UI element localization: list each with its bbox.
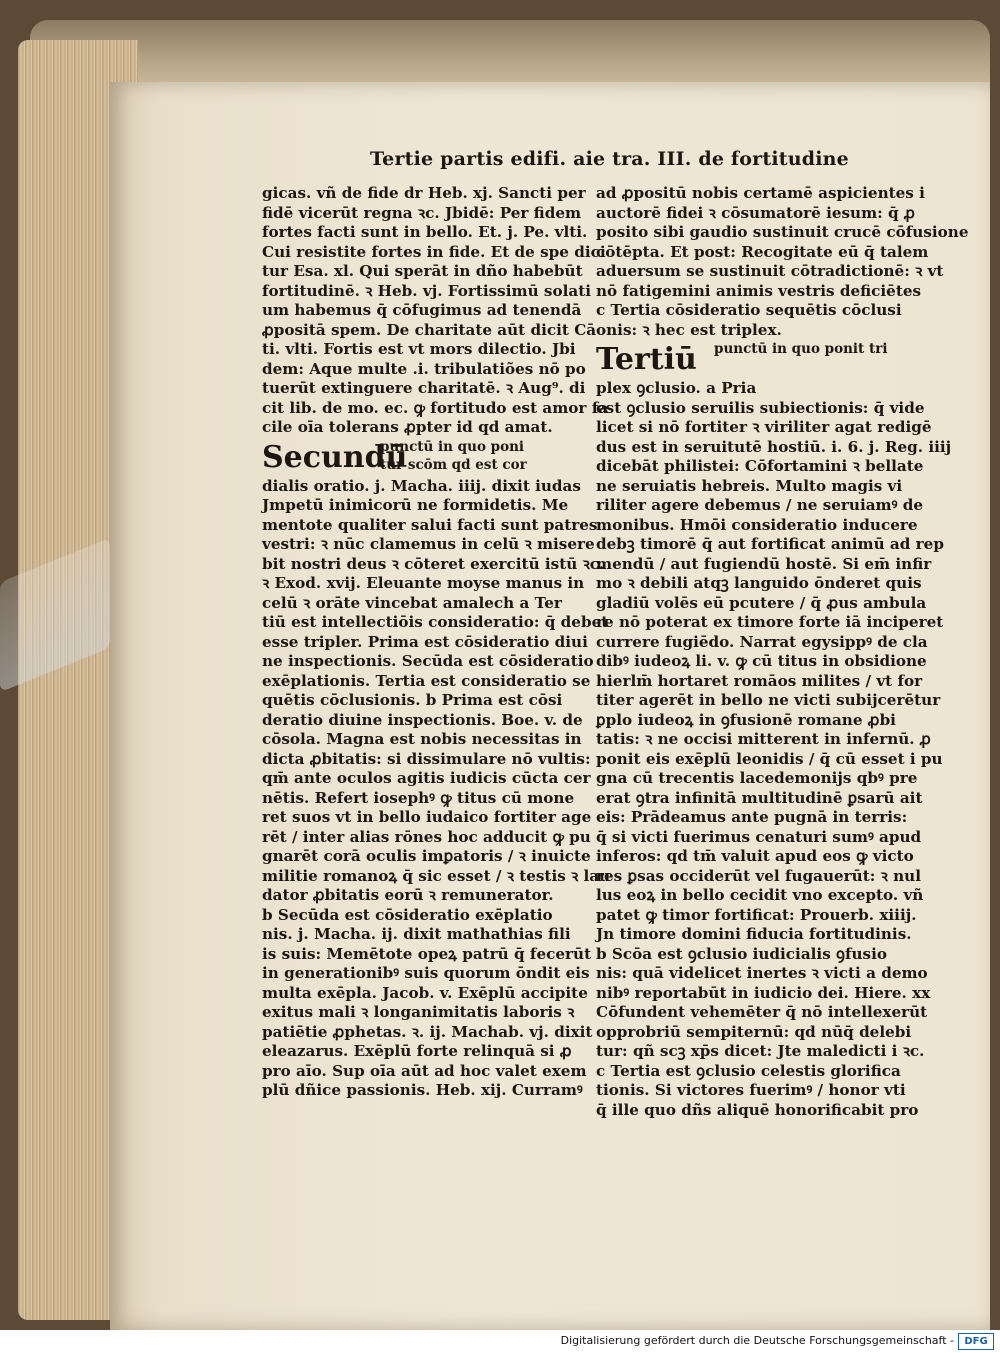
text-line: um habemus q̄ cōfugimus ad tenendā xyxy=(262,301,582,319)
text-line: auctorē fidei ꝛ cōsumatorē iesum: q̄ ꝓ xyxy=(596,203,915,222)
text-line: currere fugiēdo. Narrat egysippꝰ de cla xyxy=(596,632,928,651)
text-line: Jmpetū inimicorū ne formidetis. Me xyxy=(262,496,569,514)
text-line: rēt / inter alias rōnes hoc adducit ꝙ pu xyxy=(262,827,591,846)
text-line: res ꝑsas occiderūt vel fugauerūt: ꝛ nul xyxy=(596,866,921,885)
text-line: dibꝰ iudeoꝝ li. v. ꝙ cū titus in obsidione xyxy=(596,652,927,670)
text-line: mo ꝛ debili atqꝫ languido ōnderet quis xyxy=(596,574,922,592)
text-line: gladiū volēs eū pcutere / q̄ ꝓus ambula xyxy=(596,593,927,612)
text-line: est ꝯclusio seruilis subiectionis: q̄ vide xyxy=(596,398,925,417)
text-line: ne inspectionis. Secūda est cōsideratio xyxy=(262,652,594,670)
text-line: opprobriū sempiternū: qd nūq̄ delebi xyxy=(596,1022,912,1041)
suffix-line: tur scōm qd est cor xyxy=(380,456,527,473)
text-line: qm̄ ante oculos agitis iudicis cūcta cer xyxy=(262,769,591,787)
text-line: lus eoꝝ in bello cecidit vno excepto. vñ xyxy=(596,886,924,904)
text-line: Cui resistite fortes in fide. Et de spe dici xyxy=(262,242,606,261)
text-line: plū dñice passionis. Heb. xij. Curramꝰ xyxy=(262,1081,583,1099)
text-line: vestri: ꝛ nūc clamemus in celū ꝛ misere xyxy=(262,535,595,553)
text-line: erat ꝯtra infinitā multitudinē ꝑsarū ait xyxy=(596,788,923,807)
text-line: inferos: qd tm̄ valuit apud eos ꝙ victo xyxy=(596,847,914,865)
initial-suffix xyxy=(380,438,527,474)
text-line: dator ꝓbitatis eorū ꝛ remunerator. xyxy=(262,886,554,904)
text-line: ne seruiatis hebreis. Multo magis vi xyxy=(596,476,903,495)
text-line: cōsola. Magna est nobis necessitas in xyxy=(262,730,582,748)
text-line: nis. j. Macha. ij. dixit mathathias fili xyxy=(262,925,571,943)
text-line: cit lib. de mo. ec. ꝙ fortitudo est amor fa xyxy=(262,398,609,417)
text-line: titer agerēt in bello ne victi subijcerētur xyxy=(596,691,941,709)
text-line: b Scōa est ꝯclusio iudicialis ꝯfusio xyxy=(596,944,887,963)
text-line: is suis: Memētote opeꝝ patrū q̄ fecerūt xyxy=(262,944,592,963)
text-line: tuerūt extinguere charitatē. ꝛ Aug⁹. di xyxy=(262,379,586,397)
text-line: gicas. vñ de fide dr Heb. xj. Sancti per xyxy=(262,184,586,202)
text-line: multa exēpla. Jacob. v. Exēplū accipite xyxy=(262,983,588,1002)
text-line: tiū est intellectiōis consideratio: q̄ debet xyxy=(262,613,609,631)
footer-bar xyxy=(0,1330,1000,1353)
text-line: nibꝰ reportabūt in iudicio dei. Hiere. xx xyxy=(596,983,931,1002)
text-line: militie romanoꝝ q̄ sic esset / ꝛ testis ꝛ lau xyxy=(262,866,611,885)
text-line: ꝛ Exod. xvij. Eleuante moyse manus in xyxy=(262,574,585,592)
text-line: pro aīo. Sup oīa aūt ad hoc valet exem xyxy=(262,1061,587,1080)
text-line: monibus. Hmōi consideratio inducere xyxy=(596,515,918,534)
initial-suffix xyxy=(714,340,887,358)
text-line: patet ꝙ timor fortificat: Prouerb. xiiij. xyxy=(596,905,917,924)
text-line: riliter agere debemus / ne seruiamꝰ de xyxy=(596,496,924,514)
text-line: dialis oratio. j. Macha. iiij. dixit iudas xyxy=(262,476,581,495)
text-line: eis: Prādeamus ante pugnā in terris: xyxy=(596,808,908,826)
text-line: mentote qualiter salui facti sunt patres xyxy=(262,515,598,534)
text-line: tur: qñ scꝫ xp̄s dicet: Jte maledicti i ꝛc. xyxy=(596,1042,925,1060)
text-line: tionis. Si victores fuerimꝰ / honor vti xyxy=(596,1081,906,1099)
suffix-line: punctū in quo poni xyxy=(380,438,525,455)
text-line: eleazarus. Exēplū forte relinquā si ꝓ xyxy=(262,1042,572,1060)
text-line: re nō poterat ex timore forte iā inciperet xyxy=(596,613,944,631)
text-line: posito sibi gaudio sustinuit crucē cōfusione xyxy=(596,223,969,241)
book-top-edge xyxy=(30,20,990,90)
suffix-line: punctū in quo ponit tri xyxy=(714,341,888,357)
text-line: dicta ꝓbitatis: si dissimulare nō vultis: xyxy=(262,749,591,768)
text-line: q̄ si victi fuerimus cenaturi sumꝰ apud xyxy=(596,827,922,846)
text-line: Cōfundent vehemēter q̄ nō intellexerūt xyxy=(596,1003,928,1021)
text-line: ꝓpositā spem. De charitate aūt dicit Cā xyxy=(262,320,597,339)
text-line: esse tripler. Prima est cōsideratio diui xyxy=(262,632,588,651)
text-line: c Tertia cōsideratio sequētis cōclusi xyxy=(596,301,902,319)
text-line: nō fatigemini animis vestris deficiētes xyxy=(596,281,922,300)
dfg-logo: DFG xyxy=(958,1333,994,1350)
text-line: fortes facti sunt in bello. Et. j. Pe. vlti. xyxy=(262,223,588,241)
text-line: exēplationis. Tertia est consideratio se xyxy=(262,671,591,690)
text-line: bit nostri deus ꝛ cōteret exercitū istū ꝛc. xyxy=(262,554,605,573)
text-line: q̄ ille quo dñs aliquē honorificabit pro xyxy=(596,1100,919,1119)
text-line: hierlm̄ hortaret romāos milites / vt for xyxy=(596,671,923,690)
text-line: aduersum se sustinuit cōtradictionē: ꝛ vt xyxy=(596,262,944,280)
text-line: gnarēt corā oculis imꝑatoris / ꝛ inuicte xyxy=(262,847,591,865)
text-line xyxy=(262,438,592,477)
text-line: cile oīa tolerans ꝓpter id qd amat. xyxy=(262,418,553,436)
text-line: celū ꝛ orāte vincebat amalech a Ter xyxy=(262,593,562,612)
text-line: debꝫ timorē q̄ aut fortificat animū ad rep xyxy=(596,535,944,553)
text-line: b Secūda est cōsideratio exēplatio xyxy=(262,905,553,924)
text-line: cōtēpta. Et post: Recogitate eū q̄ talem xyxy=(596,242,929,261)
text-line: ret suos vt in bello iudaico fortiter age xyxy=(262,808,592,826)
text-line: licet si nō fortiter ꝛ viriliter agat redigē xyxy=(596,418,932,436)
text-line: patiētie ꝓphetas. ꝛ. ij. Machab. vj. dixit xyxy=(262,1022,593,1041)
text-line: ꝑplo iudeoꝝ in ꝯfusionē romane ꝓbi xyxy=(596,710,896,729)
text-line: fortitudinē. ꝛ Heb. vj. Fortissimū solati xyxy=(262,281,591,300)
text-line: nētis. Refert iosephꝰ ꝙ titus cū mone xyxy=(262,788,575,807)
initial-word: Secundū xyxy=(262,439,408,475)
right-column xyxy=(596,184,969,1120)
text-line: ti. vlti. Fortis est vt mors dilectio. Jbi xyxy=(262,340,576,358)
text-line: tatis: ꝛ ne occisi mitterent in infernū. ꝓ xyxy=(596,730,931,748)
text-line: onis: ꝛ hec est triplex. xyxy=(596,320,782,339)
text-line: deratio diuine inspectionis. Boe. v. de xyxy=(262,710,583,729)
text-line: dicebāt philistei: Cōfortamini ꝛ bellate xyxy=(596,457,924,475)
text-line: fidē vicerūt regna ꝛc. Jbidē: Per fidem xyxy=(262,203,582,222)
text-line: gna cū trecentis lacedemonijs qbꝰ pre xyxy=(596,769,918,787)
text-line: ponit eis exēplū leonidis / q̄ cū esset i pu xyxy=(596,749,943,768)
text-line xyxy=(596,340,926,379)
text-line: mendū / aut fugiendū hostē. Si em̄ infir xyxy=(596,554,932,573)
running-head: Tertie partis edifi. aie tra. III. de fortitudine xyxy=(370,148,849,170)
text-line: plex ꝯclusio. a Pria xyxy=(596,379,757,397)
text-line: dus est in seruitutē hostiū. i. 6. j. Reg. iiij xyxy=(596,437,952,456)
text-line: tur Esa. xl. Qui sperāt in dño habebūt xyxy=(262,262,583,280)
text-line: ad ꝓpositū nobis certamē aspicientes i xyxy=(596,184,925,202)
text-line: Jn timore domini fiducia fortitudinis. xyxy=(596,925,912,943)
text-line: dem: Aque multe .i. tribulatiões nō po xyxy=(262,359,586,378)
footer-credit: Digitalisierung gefördert durch die Deutsche Forschungsgemeinschaft - xyxy=(560,1334,954,1347)
text-line: exitus mali ꝛ longanimitatis laboris ꝛ xyxy=(262,1003,575,1021)
initial-word: Tertiū xyxy=(596,342,697,377)
text-line: in generationibꝰ suis quorum ōndit eis xyxy=(262,964,590,982)
text-line: quētis cōclusionis. b Prima est cōsi xyxy=(262,691,563,709)
left-column xyxy=(262,184,611,1101)
text-line: c Tertia est ꝯclusio celestis glorifica xyxy=(596,1061,901,1080)
text-line: nis: quā videlicet inertes ꝛ victi a demo xyxy=(596,964,928,982)
